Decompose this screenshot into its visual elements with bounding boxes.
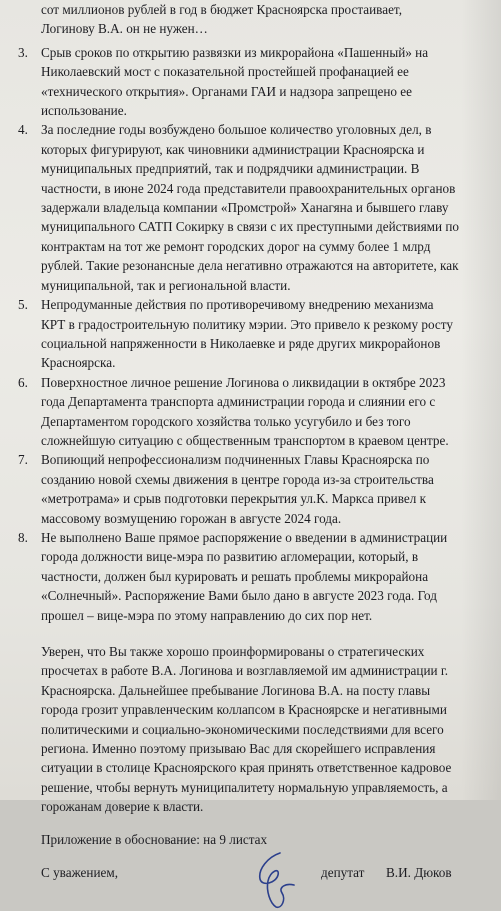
text-line: решение, чтобы вернуть муниципалитету нормальную управляемость, а	[41, 779, 448, 795]
continuation-paragraph	[41, 0, 488, 39]
list-item	[18, 43, 488, 121]
list-item	[18, 120, 488, 295]
closing-paragraph	[41, 642, 488, 817]
text-line: Срыв сроков по открытию развязки из микрорайона «Пашенный» на	[41, 44, 429, 60]
item-number: 7.	[18, 452, 28, 468]
text-line: Логинову В.А. он не нужен…	[41, 21, 208, 37]
numbered-list	[18, 43, 488, 625]
text-line: Николаевский мост с показательной простейшей профанацией ее	[41, 64, 409, 80]
text-line: муниципальных предприятий, так и подрядчики администрации. В	[41, 161, 420, 177]
text-line: массовому возмущению горожан в августе 2024 года.	[41, 510, 342, 526]
text-line: Уверен, что Вы также хорошо проинформированы о стратегических	[41, 644, 425, 659]
text-line: За последние годы возбуждено большое количество уголовных дел, в	[41, 122, 432, 138]
text-line: муниципальной, так и региональной власти.	[41, 277, 291, 293]
text-line: контрактам на тот же ремонт городских дорог на сумму более 1 млрд	[41, 238, 431, 254]
letter-body	[18, 0, 488, 903]
text-line: города должности вице-мэра по развитию агломерации, который, в	[41, 549, 419, 565]
text-line: которых фигурируют, как чиновники администрации Красноярска и	[41, 141, 425, 157]
handwritten-signature	[246, 849, 306, 911]
text-line: Непродуманные действия по противоречивому внедрению механизма	[41, 297, 434, 313]
text-line: «технического открытия». Органами ГАИ и надзора запрещено ее	[41, 83, 413, 99]
text-line: Не выполнено Ваше прямое распоряжение о введении в администрации	[41, 529, 448, 545]
text-line: «Солнечный». Распоряжение Вами было дано в августе 2023 года. Год	[41, 588, 437, 604]
text-line: сот миллионов рублей в год в бюджет Красноярска простаивает,	[41, 2, 402, 17]
text-line: КРТ в градостроительную политику мэрии. Это привело к резкому росту	[41, 316, 453, 332]
text-line: города грозит управленческим коллапсом в Красноярске и негативными	[41, 702, 447, 718]
regards-text: С уважением,	[41, 865, 118, 881]
text-line: прошел – вице-мэра по этому направлению до сих пор нет.	[41, 607, 373, 623]
text-line: частности, должен был курировать и решать проблемы микрорайона	[41, 568, 429, 584]
item-number: 5.	[18, 297, 28, 313]
item-number: 3.	[18, 44, 28, 60]
text-line: региона. Именно поэтому призываю Вас для скорейшего исправления	[41, 741, 436, 757]
signer-position: депутат	[321, 865, 365, 881]
text-line: ситуации в столице Красноярского края принять ответственное кадровое	[41, 760, 452, 776]
text-line: горожанам доверие к власти.	[41, 799, 204, 815]
text-line: просчетах в работе В.А. Логинова и возглавляемой им администрации г.	[41, 663, 449, 679]
text-line: года Департамента транспорта администрации города и слиянии его с	[41, 394, 436, 410]
text-line: Красноярска.	[41, 355, 116, 371]
list-item	[18, 295, 488, 373]
text-line: Поверхностное личное решение Логинова о ликвидации в октябре 2023	[41, 374, 446, 390]
text-line: социальной напряженности в Николаевке и ряде других микрорайонов	[41, 335, 441, 351]
text-line: задержали владельца компании «Промстрой» Ханагяна и бывшего главу	[41, 200, 449, 216]
list-item	[18, 450, 488, 528]
signer-name: В.И. Дюков	[386, 865, 452, 881]
text-line: рублей. Такие резонансные дела негативно отражаются на авторитете, как	[41, 258, 459, 274]
item-number: 6.	[18, 374, 28, 390]
text-line: частности, в июне 2024 года представители правоохранительных органов	[41, 180, 456, 196]
text-line: использование.	[41, 103, 127, 119]
signature-block	[18, 863, 488, 903]
item-number: 4.	[18, 122, 28, 138]
text-line: «метротрама» и срыв подготовки перекрытия ул.К. Маркса привел к	[41, 491, 427, 507]
list-item	[18, 528, 488, 625]
item-number: 8.	[18, 529, 28, 545]
text-line: Вопиющий непрофессионализм подчиненных Главы Красноярска по	[41, 452, 430, 468]
text-line: Департаментом городского хозяйства только усугубило и без того	[41, 413, 411, 429]
text-line: муниципального САТП Сокирку в связи с их преступными действиями по	[41, 219, 459, 235]
text-line: Красноярска. Дальнейшее пребывание Логинова В.А. на посту главы	[41, 682, 431, 698]
list-item	[18, 373, 488, 451]
text-line: созданию новой схемы движения в центре города из-за строительства	[41, 471, 434, 487]
text-line: сложнейшую ситуацию с общественным транспортом в краевом центре.	[41, 432, 449, 448]
text-line: политическими и социально-экономическими последствиями для всего	[41, 721, 444, 737]
attachment-note: Приложение в обоснование: на 9 листах	[41, 831, 268, 847]
